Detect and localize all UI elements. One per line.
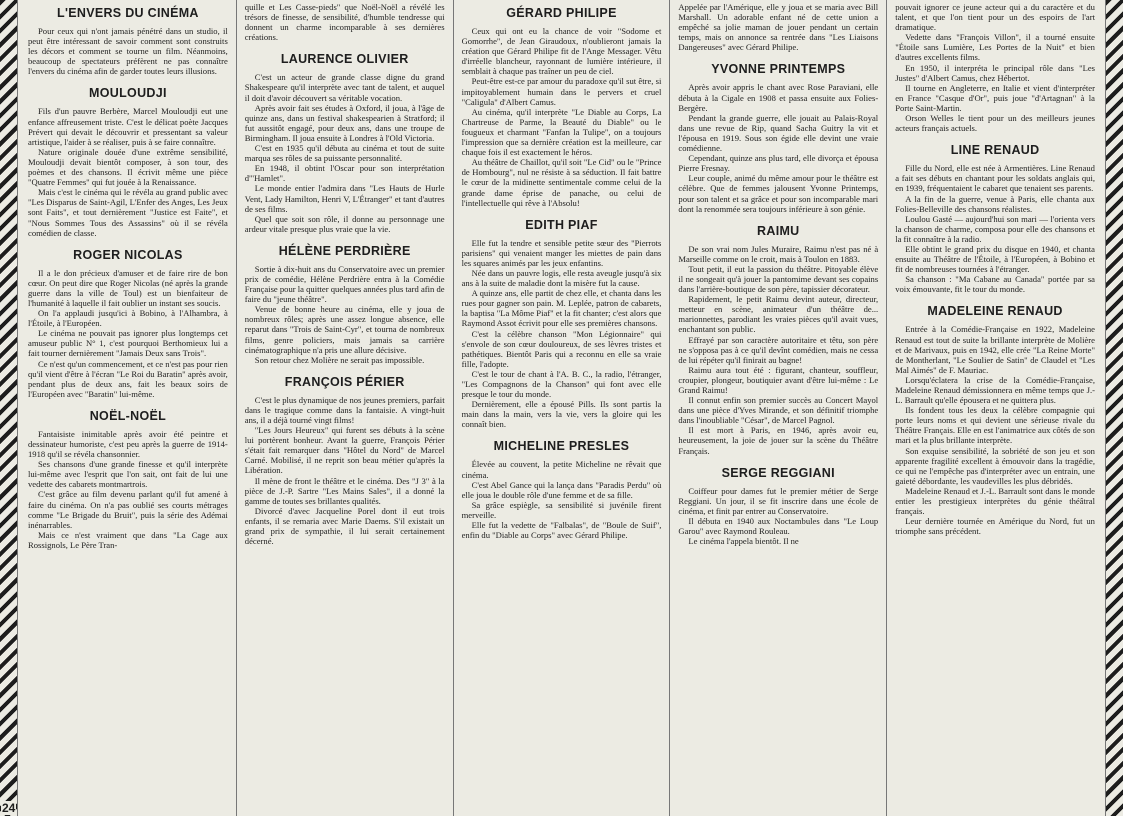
article-paragraph: Coiffeur pour dames fut le premier métier de Serge Reggiani. Un jour, il se fit inscrire dans une école de cinéma, et finit par entrer au Conservatoire. [678, 485, 879, 516]
article-paragraph: Madeleine Renaud et J.-L. Barrault sont dans le monde entier les prestigieux interprètes du génie théâtral français. [895, 485, 1095, 517]
article-paragraph: Après avoir fait ses études à Oxford, il joua, à l'âge de quinze ans, dans un festival shakespearien à Stratford; il fut aussitôt engagé, pour deux ans, dans une troupe de Birmingham. Il joua ensuite à Londres à l'Old Victoria. [244, 102, 445, 143]
article-paragraph: "Les Jours Heureux" qui furent ses débuts à la scène lui portèrent bonheur. Avant la guerre, François Périer s'était fait remarquer dans "Hôtel du Nord" de Marcel Carné. Mobilisé, il ne reprit son beau métier qu'après la Libération. [244, 425, 445, 476]
article-paragraph: Quel que soit son rôle, il donne au personnage une ardeur vitale presque plus vraie que la vie. [244, 213, 445, 234]
article-paragraph: Elle obtint le grand prix du disque en 1940, et chanta ensuite au Théâtre de l'Étoile, à l'Européen, à Bobino et fit de nombreuses tournées à l'étranger. [895, 243, 1095, 275]
article-paragraph: Fantaisiste inimitable après avoir été peintre et dessinateur humoriste, c'est peu après la guerre de 1914-1918 qu'il se révéla chansonnier. [28, 428, 228, 460]
article-title: HÉLÈNE PERDRIÈRE [278, 243, 411, 258]
article-paragraph: C'est en 1935 qu'il débuta au cinéma et tout de suite marqua ses rôles de sa puissante personnalité. [244, 143, 445, 164]
article-paragraph: Après avoir appris le chant avec Rose Paraviani, elle débuta à la Cigale en 1908 et passa ensuite aux Folies-Bergère. [678, 82, 879, 113]
article-paragraph: Elle fut la vedette de "Falbalas", de "Boule de Suif", enfin du "Diable au Corps" avec Gérard Philipe. [461, 520, 662, 541]
article-paragraph: Ceux qui ont eu la chance de voir "Sodome et Gomorrhe", de Jean Giraudoux, n'oublieront jamais la création que Gérard Philipe fit de l'Ange Messager. Vêtu d'irréelle blancheur, rayonnant de lumière intérieure, il semblait à chaque pas traîner un peu de ciel. [461, 26, 662, 77]
article-paragraph: Élevée au couvent, la petite Micheline ne rêvait que cinéma. [461, 459, 662, 480]
article-paragraph: Il connut enfin son premier succès au Concert Mayol dans une pièce d'Yves Mirande, et son définitif triomphe dans l'inoubliable "César", de Marcel Pagnol. [678, 395, 879, 426]
article-paragraph: Pendant la grande guerre, elle jouait au Palais-Royal dans une revue de Rip, quand Sacha Guitry la vit et l'épousa en 1919. Sous son égide elle devint une vraie comédienne. [678, 112, 879, 154]
page-number: 24 [2, 801, 16, 815]
article-paragraph: Le monde entier l'admira dans "Les Hauts de Hurle Vent, Lady Hamilton, Henri V, L'Étranger" et tant d'autres de ses films. [244, 183, 445, 214]
article-paragraph: Ils fondent tous les deux la célèbre compagnie qui porte leurs noms et qui devient une sérieuse rivale du Théâtre Français. Elle en est l'animatrice aux côtés de son mari et la plus brillante interprète. [895, 405, 1095, 446]
article-paragraph: Orson Welles le tient pour un des meilleurs jeunes acteurs français actuels. [895, 113, 1095, 134]
article-title: MADELEINE RENAUD [927, 304, 1063, 319]
article-paragraph: C'est la célèbre chanson "Mon Légionnaire" qui s'envole de son cœur douloureux, de ses lèvres tristes et pathétiques. Bientôt Paris qui a reconnu en elle sa vraie fille, l'adopte. [461, 328, 662, 369]
article-paragraph: C'est le tour de chant à l'A. B. C., la radio, l'étranger, "Les Compagnons de la Chanson" qui font avec elle presque le tour du monde. [461, 368, 662, 400]
article-paragraph: Elle fut la tendre et sensible petite sœur des "Pierrots parisiens" qui venaient manger les miettes de pain dans les squares animés par les jeux enfantins. [461, 237, 662, 268]
article-paragraph: Peut-être est-ce par amour du paradoxe qu'il sut être, si impitoyablement humain dans le pervers et cruel "Caligula" d'Albert Camus. [461, 76, 662, 107]
article-paragraph: Le cinéma l'appela bientôt. Il ne [688, 536, 799, 547]
article-title: ROGER NICOLAS [73, 247, 183, 262]
article-title: MOULOUDJI [89, 86, 167, 101]
text-column [454, 0, 671, 816]
article-paragraph: quille et Les Casse-pieds" que Noël-Noël a révélé les trésors de finesse, de sensibilité, d'humble tendresse qui donnent un charme incomparable à ses dernières créations. [244, 2, 445, 43]
article-paragraph: Sa chanson : "Ma Cabane au Canada" portée par sa voix émouvante, fit le tour du monde. [895, 274, 1095, 295]
article-paragraph: Entrée à la Comédie-Française en 1922, Madeleine Renaud est tout de suite la brillante interprète de Molière et de Marivaux, puis en 1942, elle crée "La Reine Morte" de Montherlant, "Le Soulier de Satin" de Claudel et "Les Mal Aimés" de F. Mauriac. [895, 324, 1095, 375]
article-paragraph: Le cinéma ne pouvait pas ignorer plus longtemps cet amuseur public N° 1, c'est pourquoi Berthomieux lui a fait tourner dernièrement "Jamais Deux sans Trois". [28, 328, 228, 359]
article-paragraph: Leur couple, animé du même amour pour le théâtre est célèbre. Que de femmes jalousent Yvonne Printemps, pour son talent et sa grâce et pour son incomparable mari dont la renommée sera toujours inférieure à son génie. [678, 173, 879, 214]
article-title: LINE RENAUD [950, 143, 1040, 158]
article-paragraph: C'est Abel Gance qui la lança dans "Paradis Perdu" où elle joua le double rôle d'une femme et de sa fille. [461, 479, 662, 500]
article-paragraph: Mais ce n'est vraiment que dans "La Cage aux Rossignols, Le Père Tran- [28, 529, 228, 550]
text-column [237, 0, 454, 816]
text-column [20, 0, 237, 816]
article-paragraph: Tout petit, il eut la passion du théâtre. Pitoyable élève il ne songeait qu'à jouer la pantomime devant ses copains dans l'arrière-boutique de son père, tapissier décorateur. [678, 263, 879, 295]
article-paragraph: C'est grâce au film devenu parlant qu'il fut amené à faire du cinéma. On n'a pas oublié ses courts métrages comme "Le Brigade du Bruit", puis la série des Adémai inénarrables. [28, 489, 228, 530]
article-title: L'ENVERS DU CINÉMA [57, 6, 199, 20]
article-paragraph: Nature originale douée d'une extrême sensibilité, Mouloudji devait bientôt composer, à son tour, des poèmes et des chansons. Il écrivit même une pièce "Quatre Femmes" qui fut jouée à la Renaissance. [28, 146, 228, 188]
article-paragraph: Cependant, quinze ans plus tard, elle divorça et épousa Pierre Fresnay. [678, 153, 879, 174]
article-title: SERGE REGGIANI [721, 465, 835, 480]
article-paragraph: Il est mort à Paris, en 1946, après avoir eu, heureusement, la joie de jouer sur la scène du Théâtre Français. [678, 425, 879, 456]
article-paragraph: Son retour chez Molière ne serait pas impossible. [254, 354, 425, 365]
article-paragraph: En 1948, il obtint l'Oscar pour son interprétation d'"Hamlet". [244, 163, 445, 184]
article-paragraph: A quinze ans, elle partit de chez elle, et chanta dans les rues pour gagner son pain. M. Leplée, patron de cabarets, la baptisa "La Môme Piaf" et la fit chanter; c'est alors que Raymond Assot écrivit pour elle ses premières chansons. [461, 288, 662, 329]
text-column [670, 0, 887, 816]
article-paragraph: Née dans un pauvre logis, elle resta aveugle jusqu'à six ans à la suite de maladie dont la misère fut la cause. [461, 267, 662, 289]
article-title: RAIMU [757, 223, 800, 238]
article-paragraph: Sortie à dix-huit ans du Conservatoire avec un premier prix de comédie, Hélène Perdrière entra à la Comédie Française pour la quitter quelques années plus tard afin de faire du "jeune théâtre". [244, 263, 445, 305]
article-paragraph: De son vrai nom Jules Muraire, Raimu n'est pas né à Marseille comme on le croit, mais à Toulon en 1883. [678, 243, 879, 264]
article-title: NOËL-NOËL [89, 408, 167, 423]
left-decorative-border [0, 0, 18, 816]
article-paragraph: Son exquise sensibilité, la sobriété de son jeu et son apparente fragilité excellent à émouvoir dans la tragédie, ce qui ne l'empêche pas d'interpréter avec un entrain, une gaieté débordante, les vaudevilles les plus débridés. [895, 445, 1095, 486]
article-paragraph: Ses chansons d'une grande finesse et qu'il interprète lui-même avec l'esprit que l'on sait, ont fait de lui une vedette des cabarets montmartrois. [28, 459, 228, 490]
article-paragraph: C'est le plus dynamique de nos jeunes premiers, parfait dans le tragique comme dans la fantaisie. A vingt-huit ans, il a déjà tourné vingt films! [244, 394, 445, 425]
article-paragraph: Il débuta en 1940 aux Noctambules dans "Le Loup Garou" avec Raymond Rouleau. [678, 515, 879, 537]
article-paragraph: Pour ceux qui n'ont jamais pénétré dans un studio, il peut être intéressant de savoir comment sont construits les décors et comment se tourne un film. Néanmoins, beaucoup de spectateurs préfèrent ne pas connaître l'envers du cinéma afin de garder toutes leurs illusions. [28, 26, 228, 77]
article-paragraph: Il mène de front le théâtre et le cinéma. Des "J 3" à la pièce de J.-P. Sartre "Les Mains Sales", il a donné la gamme de toutes ses brillantes qualités. [244, 475, 445, 506]
article-title: MICHELINE PRESLES [493, 439, 630, 454]
article-paragraph: Fille du Nord, elle est née à Armentières. Line Renaud a fait ses débuts en chantant pour les soldats anglais qui, en 1939, fréquentaient le cabaret que tenaient ses parents. [895, 163, 1095, 194]
article-paragraph: Vedette dans "François Villon", il a tourné ensuite "Étoile sans Lumière, Les Portes de la Nuit" et bien d'autres excellents films. [895, 32, 1095, 63]
article-title: GÉRARD PHILIPE [506, 6, 617, 20]
article-paragraph: Sa grâce espiègle, sa sensibilité si juvénile firent merveille. [461, 499, 662, 520]
article-paragraph: Appelée par l'Amérique, elle y joua et se maria avec Bill Marshall. Un adorable enfant né de cette union a empêché sa jolie maman de jouer pendant un certain temps, mais on annonce sa rentrée dans "Les Liaisons Dangereuses" avec Gérard Philipe. [678, 2, 879, 53]
article-paragraph: Il tourne en Angleterre, en Italie et vient d'interpréter en France "Casque d'Or", puis joue "d'Artagnan" à la Porte Saint-Martin. [895, 82, 1095, 113]
right-decorative-border [1105, 0, 1123, 816]
article-title: EDITH PIAF [525, 217, 598, 232]
article-paragraph: Loulou Gasté — aujourd'hui son mari — l'orienta vers la chanson de charme, composa pour elle des chansons et la fit connaître à la radio. [895, 213, 1095, 244]
article-paragraph: On l'a applaudi jusqu'ici à Bobino, à l'Alhambra, à l'Étoile, à l'Européen. [28, 308, 228, 329]
article-title: YVONNE PRINTEMPS [711, 62, 846, 77]
article-paragraph: A la fin de la guerre, venue à Paris, elle chanta aux Folies-Belleville des chansons réalistes. [895, 193, 1095, 214]
article-paragraph: Effrayé par son caractère autoritaire et têtu, son père ne s'opposa pas à ce qu'il devînt comédien, mais ne cessa de lui répéter qu'il finirait au bagne! [678, 334, 879, 365]
magazine-page [20, 0, 1103, 816]
article-paragraph: Lorsqu'éclatera la crise de la Comédie-Française, Madeleine Renaud démissionnera en même temps que J.-L. Barrault qu'elle épousera et ne quittera plus. [895, 374, 1095, 406]
article-paragraph: Raimu aura tout été : figurant, chanteur, souffleur, croupier, plongeur, boutiquier avant d'être lui-même : Le Grand Raimu! [678, 364, 879, 395]
article-paragraph: Au théâtre de Chaillot, qu'il soit "Le Cid" ou le "Prince de Hombourg", nul ne résiste à sa séduction. Il fait battre le cœur de la midinette sentimentale comme celui de la grande dame éprise de panache, ou celui de l'intellectuelle qui rêve à l'Absolu! [461, 157, 662, 208]
article-title: LAURENCE OLIVIER [280, 52, 409, 67]
article-paragraph: Fils d'un pauvre Berbère, Marcel Mouloudji eut une enfance affreusement triste. C'est le délicat poète Jacques Prévert qui devait le découvrir et pressentant sa valeur artistique, l'aider à se réaliser, puis à se faire connaître. [28, 106, 228, 147]
article-paragraph: pouvait ignorer ce jeune acteur qui a du caractère et du talent, et que l'on tient pour un des espoirs de l'art dramatique. [895, 2, 1095, 33]
article-paragraph: Au cinéma, qu'il interprète "Le Diable au Corps, La Chartreuse de Parme, la Beauté du Diable" ou le fougueux et charmant "Fanfan la Tulipe", on a toujours l'impression que sa dernière création est la meilleure, car chaque fois il est exactement le héros. [461, 106, 662, 158]
article-paragraph: En 1950, il interpréta le principal rôle dans "Les Justes" d'Albert Camus, chez Hébertot. [895, 62, 1095, 83]
article-paragraph: Ce n'est qu'un commencement, et ce n'est pas pour rien qu'il vient d'être à l'écran "Le Roi du Baratin" après avoir, pendant plus de deux ans, fait les beaux soirs de l'Européen avec "Baratin" lui-même. [28, 358, 228, 399]
article-paragraph: Venue de bonne heure au cinéma, elle y joua de nombreux rôles; après une assez longue absence, elle reparut dans "Trois de Saint-Cyr", et tourna de nombreux films, genre policiers, mais jamais sa carrière cinématographique n'a pris une allure décisive. [244, 304, 445, 355]
article-paragraph: Il a le don précieux d'amuser et de faire rire de bon cœur. On peut dire que Roger Nicolas (né après la grande guerre dans la ville de Toul) est un bienfaiteur de l'humanité à laquelle il fait oublier un instant ses soucis. [28, 267, 228, 308]
article-paragraph: Divorcé d'avec Jacqueline Porel dont il eut trois enfants, il se remaria avec Marie Daems. S'il existait un grand prix de sympathie, il lui serait certainement décerné. [244, 505, 445, 547]
article-paragraph: C'est un acteur de grande classe digne du grand Shakespeare qu'il interprète avec tant de talent, et auquel il doit d'avoir découvert sa véritable vocation. [244, 72, 445, 103]
article-paragraph: Dernièrement, elle a épousé Pills. Ils sont partis la main dans la main, vers la vie, vers la gloire qui les connaît bien. [461, 399, 662, 430]
article-paragraph: Rapidement, le petit Raimu devint auteur, directeur, metteur en scène, animateur d'un théâtre de... marionnettes, parodiant les vraies pièces qu'il avait vues, enchantant son public. [678, 294, 879, 335]
article-title: FRANÇOIS PÉRIER [284, 374, 405, 389]
article-paragraph: Leur dernière tournée en Amérique du Nord, fut un triomphe sans précédent. [895, 516, 1095, 537]
text-column [887, 0, 1103, 816]
article-paragraph: Mais c'est le cinéma qui le révéla au grand public avec "Les Disparus de Saint-Agil, L'Enfer des Anges, Les Jeux sont Faits", et tout dernièrement "Justice est Faite", et "Nous Sommes Tous des Assassins" où il se révéla comédien de classe. [28, 187, 228, 238]
